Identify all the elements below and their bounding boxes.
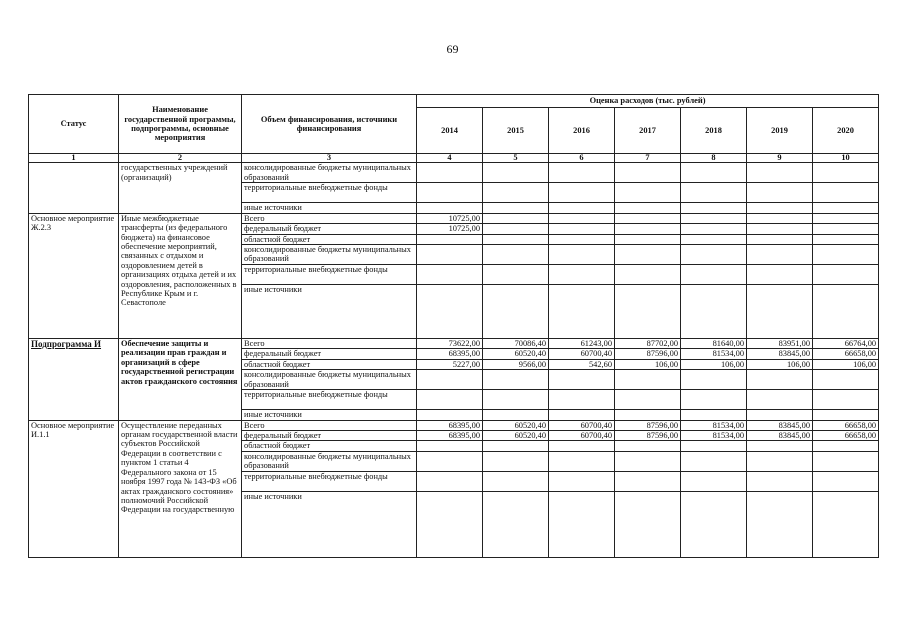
amount-cell	[483, 183, 549, 203]
column-number: 8	[681, 154, 747, 163]
amount-cell	[747, 491, 813, 557]
amount-cell	[681, 471, 747, 491]
amount-cell	[483, 285, 549, 339]
amount-cell	[483, 213, 549, 223]
column-number: 1	[29, 154, 119, 163]
status-cell: Основное мероприятие И.1.1	[29, 420, 119, 557]
expenditure-table	[28, 94, 879, 558]
amount-cell	[615, 245, 681, 265]
funding-source-cell: консолидированные бюджеты муниципальных образований	[242, 245, 417, 265]
amount-cell: 81534,00	[681, 349, 747, 359]
amount-cell	[417, 234, 483, 244]
amount-cell: 83845,00	[747, 431, 813, 441]
amount-cell	[549, 213, 615, 223]
amount-cell: 66658,00	[813, 420, 879, 430]
amount-cell	[681, 265, 747, 285]
amount-cell: 5227,00	[417, 359, 483, 369]
amount-cell	[747, 441, 813, 451]
amount-cell	[615, 265, 681, 285]
amount-cell: 9566,00	[483, 359, 549, 369]
amount-cell: 10725,00	[417, 213, 483, 223]
funding-source-cell: областной бюджет	[242, 234, 417, 244]
amount-cell	[417, 390, 483, 410]
table-row	[29, 163, 879, 183]
funding-source-cell: территориальные внебюджетные фонды	[242, 183, 417, 203]
amount-cell	[549, 234, 615, 244]
amount-cell	[483, 441, 549, 451]
amount-cell: 83845,00	[747, 420, 813, 430]
amount-cell	[813, 285, 879, 339]
program-name-cell: государственных учреждений (организаций)	[119, 163, 242, 213]
funding-source-cell: иные источники	[242, 285, 417, 339]
column-number: 6	[549, 154, 615, 163]
funding-source-cell: территориальные внебюджетные фонды	[242, 265, 417, 285]
amount-cell	[681, 441, 747, 451]
funding-source-cell: территориальные внебюджетные фонды	[242, 390, 417, 410]
amount-cell: 83845,00	[747, 349, 813, 359]
amount-cell: 66658,00	[813, 431, 879, 441]
amount-cell	[483, 491, 549, 557]
financing-column-header: Объем финансирования, источники финансирования	[242, 95, 417, 154]
column-number: 5	[483, 154, 549, 163]
amount-cell: 81640,00	[681, 339, 747, 349]
amount-cell: 70086,40	[483, 339, 549, 349]
amount-cell	[747, 213, 813, 223]
amount-cell: 73622,00	[417, 339, 483, 349]
amount-cell	[549, 245, 615, 265]
amount-cell	[483, 203, 549, 213]
estimate-header: Оценка расходов (тыс. рублей)	[417, 95, 879, 108]
amount-cell: 60520,40	[483, 349, 549, 359]
amount-cell	[615, 285, 681, 339]
amount-cell	[747, 471, 813, 491]
amount-cell	[549, 471, 615, 491]
amount-cell: 542,60	[549, 359, 615, 369]
amount-cell	[615, 471, 681, 491]
amount-cell	[549, 265, 615, 285]
amount-cell: 68395,00	[417, 431, 483, 441]
program-name-cell: Осуществление переданных органам государственной власти субъектов Российской Федерации в соответствии с пунктом 1 статьи 4 Федерального закона от 15 ноября 1997 года № 143-ФЗ «Об актах гражданского состояния» полномочий Российской Федерации на государственную	[119, 420, 242, 557]
amount-cell	[549, 410, 615, 420]
amount-cell: 106,00	[747, 359, 813, 369]
amount-cell	[813, 491, 879, 557]
funding-source-cell: федеральный бюджет	[242, 431, 417, 441]
amount-cell	[813, 224, 879, 234]
year-header: 2019	[747, 108, 813, 154]
amount-cell	[813, 441, 879, 451]
amount-cell	[417, 163, 483, 183]
amount-cell	[615, 410, 681, 420]
amount-cell: 106,00	[813, 359, 879, 369]
column-number: 7	[615, 154, 681, 163]
amount-cell	[813, 163, 879, 183]
status-cell: Подпрограмма И	[29, 339, 119, 421]
column-number-row	[29, 154, 879, 163]
amount-cell	[813, 265, 879, 285]
amount-cell: 83951,00	[747, 339, 813, 349]
amount-cell	[483, 265, 549, 285]
amount-cell: 106,00	[615, 359, 681, 369]
amount-cell	[549, 285, 615, 339]
amount-cell	[681, 451, 747, 471]
amount-cell	[813, 203, 879, 213]
amount-cell	[747, 370, 813, 390]
amount-cell	[813, 213, 879, 223]
year-header: 2020	[813, 108, 879, 154]
amount-cell	[549, 203, 615, 213]
amount-cell	[615, 203, 681, 213]
program-name-column-header: Наименование государственной программы, подпрограммы, основные мероприятия	[119, 95, 242, 154]
amount-cell	[417, 285, 483, 339]
amount-cell: 81534,00	[681, 431, 747, 441]
amount-cell: 68395,00	[417, 420, 483, 430]
funding-source-cell: территориальные внебюджетные фонды	[242, 471, 417, 491]
amount-cell	[681, 245, 747, 265]
table-row	[29, 339, 879, 349]
amount-cell	[681, 213, 747, 223]
amount-cell	[747, 265, 813, 285]
amount-cell	[813, 410, 879, 420]
amount-cell	[681, 491, 747, 557]
amount-cell	[483, 471, 549, 491]
amount-cell	[417, 203, 483, 213]
amount-cell	[615, 183, 681, 203]
funding-source-cell: областной бюджет	[242, 441, 417, 451]
amount-cell	[681, 234, 747, 244]
funding-source-cell: федеральный бюджет	[242, 349, 417, 359]
amount-cell: 87702,00	[615, 339, 681, 349]
amount-cell	[615, 451, 681, 471]
amount-cell	[417, 265, 483, 285]
amount-cell	[549, 163, 615, 183]
amount-cell: 81534,00	[681, 420, 747, 430]
amount-cell: 60520,40	[483, 431, 549, 441]
funding-source-cell: консолидированные бюджеты муниципальных образований	[242, 370, 417, 390]
amount-cell	[747, 234, 813, 244]
year-header: 2017	[615, 108, 681, 154]
amount-cell	[549, 183, 615, 203]
amount-cell	[813, 471, 879, 491]
column-number: 2	[119, 154, 242, 163]
amount-cell: 60700,40	[549, 349, 615, 359]
status-column-header: Статус	[29, 95, 119, 154]
funding-source-cell: Всего	[242, 420, 417, 430]
amount-cell	[681, 183, 747, 203]
year-header: 2014	[417, 108, 483, 154]
year-header: 2015	[483, 108, 549, 154]
amount-cell: 87596,00	[615, 349, 681, 359]
amount-cell: 66658,00	[813, 349, 879, 359]
amount-cell	[813, 451, 879, 471]
table-row	[29, 420, 879, 430]
page-number: 69	[446, 42, 459, 56]
amount-cell	[747, 285, 813, 339]
amount-cell	[417, 245, 483, 265]
amount-cell	[747, 451, 813, 471]
amount-cell	[681, 203, 747, 213]
amount-cell	[549, 390, 615, 410]
amount-cell	[549, 451, 615, 471]
amount-cell	[813, 370, 879, 390]
amount-cell	[747, 163, 813, 183]
amount-cell	[615, 163, 681, 183]
amount-cell	[483, 451, 549, 471]
amount-cell	[615, 213, 681, 223]
amount-cell: 68395,00	[417, 349, 483, 359]
funding-source-cell: иные источники	[242, 491, 417, 557]
amount-cell	[483, 234, 549, 244]
amount-cell	[681, 370, 747, 390]
amount-cell: 106,00	[681, 359, 747, 369]
amount-cell	[615, 234, 681, 244]
amount-cell: 60520,40	[483, 420, 549, 430]
amount-cell	[417, 471, 483, 491]
amount-cell: 66764,00	[813, 339, 879, 349]
funding-source-cell: иные источники	[242, 410, 417, 420]
amount-cell	[615, 224, 681, 234]
table-body	[29, 163, 879, 557]
funding-source-cell: консолидированные бюджеты муниципальных образований	[242, 163, 417, 183]
column-number: 4	[417, 154, 483, 163]
amount-cell	[747, 203, 813, 213]
amount-cell	[681, 410, 747, 420]
amount-cell	[681, 163, 747, 183]
amount-cell	[747, 390, 813, 410]
year-header: 2018	[681, 108, 747, 154]
amount-cell	[417, 451, 483, 471]
column-number: 9	[747, 154, 813, 163]
program-name-cell: Обеспечение защиты и реализации прав граждан и организаций в сфере государственной регистрации актов гражданского состояния	[119, 339, 242, 421]
amount-cell	[615, 390, 681, 410]
amount-cell	[483, 245, 549, 265]
amount-cell	[747, 410, 813, 420]
funding-source-cell: иные источники	[242, 203, 417, 213]
status-cell: Основное мероприятие Ж.2.3	[29, 213, 119, 338]
amount-cell: 87596,00	[615, 420, 681, 430]
amount-cell	[549, 370, 615, 390]
funding-source-cell: областной бюджет	[242, 359, 417, 369]
amount-cell	[417, 491, 483, 557]
amount-cell	[615, 370, 681, 390]
table-row	[29, 213, 879, 223]
table-header	[29, 95, 879, 163]
amount-cell	[747, 224, 813, 234]
program-name-cell: Иные межбюджетные трансферты (из федерального бюджета) на финансовое обеспечение мероприятий, связанных с отдыхом и оздоровлением детей в организациях отдыха детей и их оздоровления, расположенных в Республике Крым и г. Севастополе	[119, 213, 242, 338]
amount-cell	[813, 183, 879, 203]
amount-cell: 87596,00	[615, 431, 681, 441]
amount-cell	[549, 441, 615, 451]
year-header: 2016	[549, 108, 615, 154]
column-number: 10	[813, 154, 879, 163]
funding-source-cell: Всего	[242, 339, 417, 349]
amount-cell	[681, 285, 747, 339]
amount-cell: 10725,00	[417, 224, 483, 234]
funding-source-cell: федеральный бюджет	[242, 224, 417, 234]
funding-source-cell: консолидированные бюджеты муниципальных образований	[242, 451, 417, 471]
amount-cell	[747, 245, 813, 265]
amount-cell	[483, 224, 549, 234]
amount-cell	[747, 183, 813, 203]
amount-cell	[681, 390, 747, 410]
amount-cell	[615, 441, 681, 451]
amount-cell	[813, 245, 879, 265]
amount-cell	[549, 224, 615, 234]
amount-cell	[549, 491, 615, 557]
amount-cell	[615, 491, 681, 557]
amount-cell	[813, 390, 879, 410]
status-cell	[29, 163, 119, 213]
amount-cell	[483, 410, 549, 420]
amount-cell	[417, 370, 483, 390]
amount-cell	[681, 224, 747, 234]
amount-cell	[417, 441, 483, 451]
amount-cell	[483, 390, 549, 410]
amount-cell: 60700,40	[549, 420, 615, 430]
amount-cell	[417, 183, 483, 203]
amount-cell	[483, 163, 549, 183]
amount-cell	[483, 370, 549, 390]
column-number: 3	[242, 154, 417, 163]
funding-source-cell: Всего	[242, 213, 417, 223]
amount-cell	[813, 234, 879, 244]
amount-cell	[417, 410, 483, 420]
amount-cell: 61243,00	[549, 339, 615, 349]
amount-cell: 60700,40	[549, 431, 615, 441]
